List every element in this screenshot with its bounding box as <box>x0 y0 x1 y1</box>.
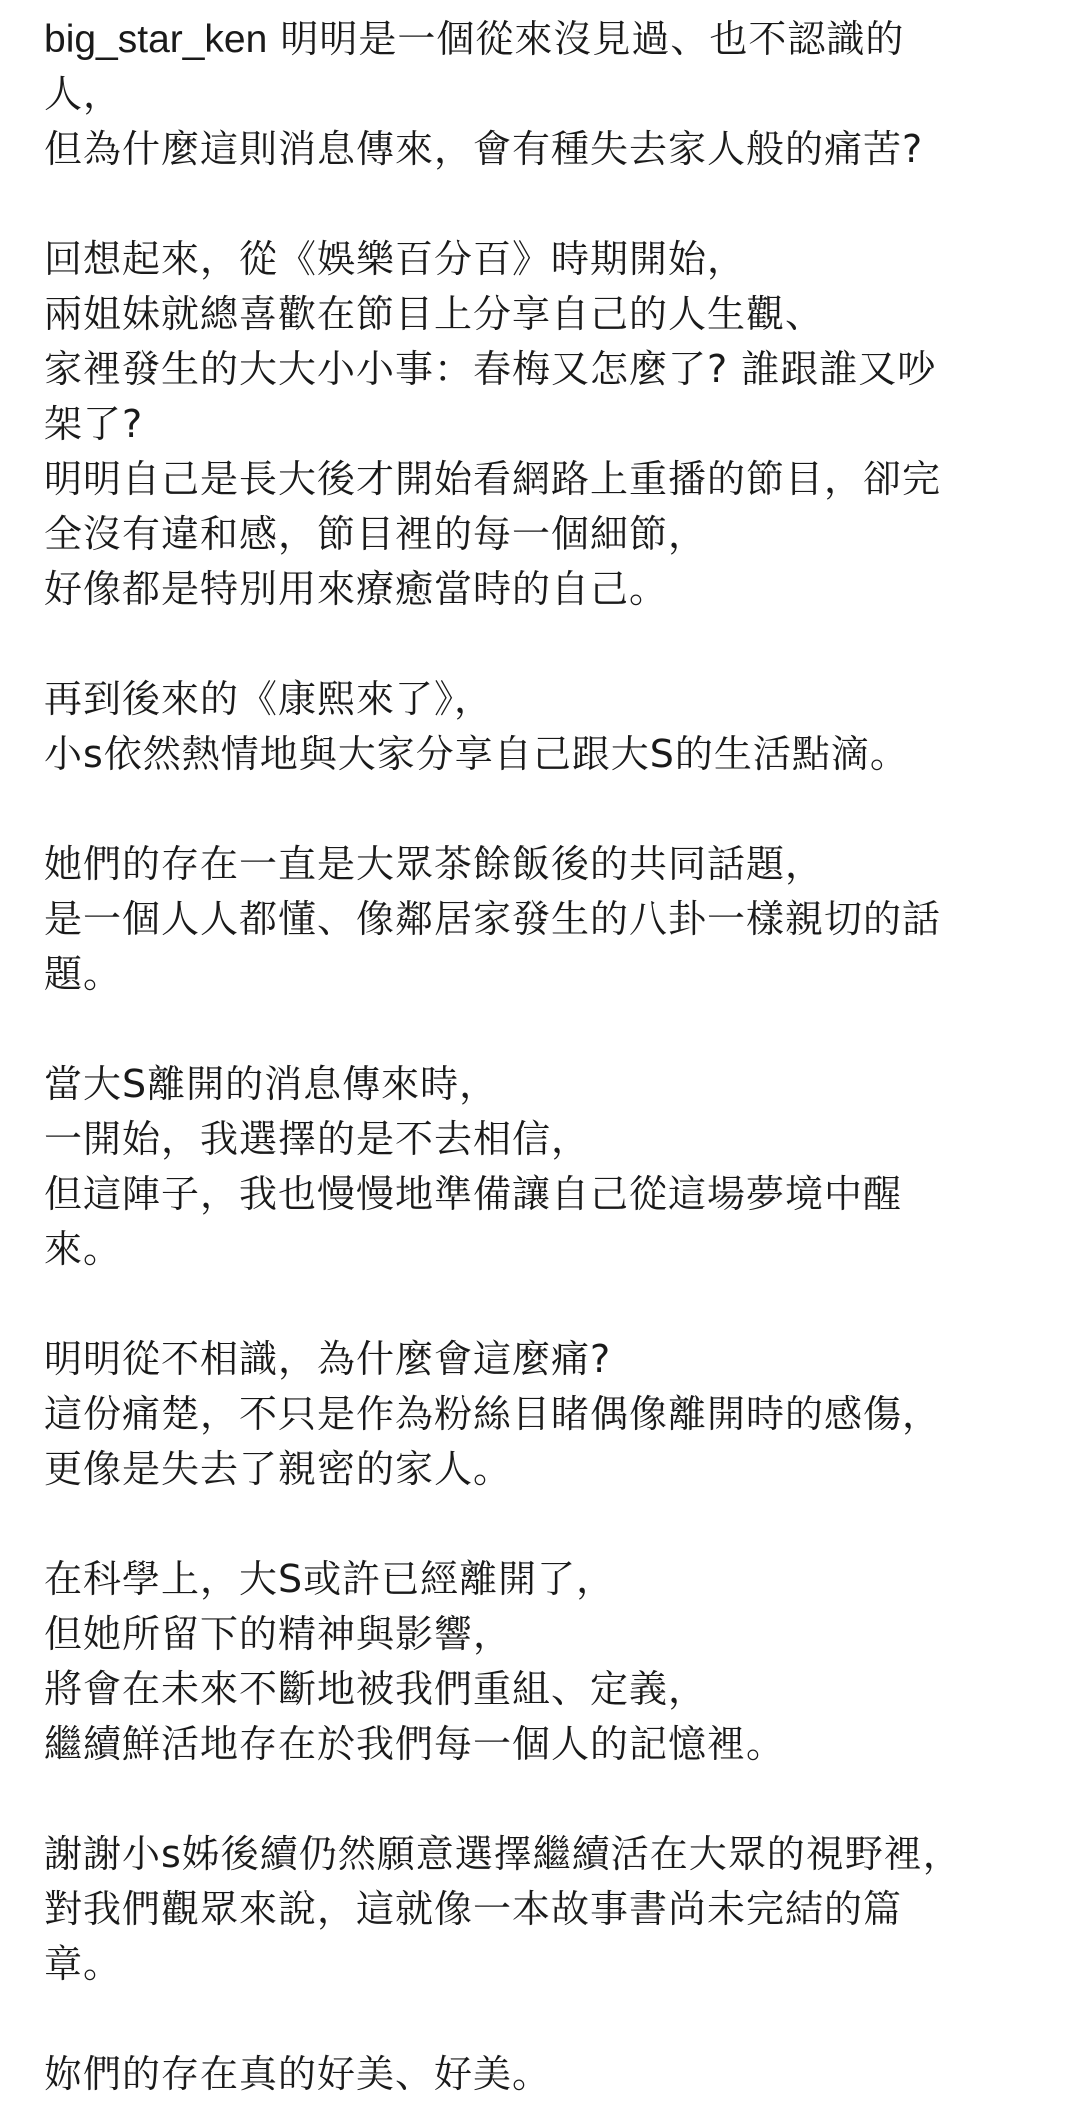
caption-line: 再到後來的《康熙來了》， <box>44 677 494 721</box>
caption-line: 人， <box>44 72 123 116</box>
caption-line: 將會在未來不斷地被我們重組、定義， <box>44 1667 708 1711</box>
caption-line: 對我們觀眾來說，這就像一本故事書尚未完結的篇 <box>44 1887 903 1931</box>
caption-line: 來。 <box>44 1227 123 1271</box>
caption-line: 全沒有違和感，節目裡的每一個細節， <box>44 512 708 556</box>
caption-paragraph-9 <box>44 2047 1064 2102</box>
caption-paragraph-1 <box>44 12 1064 177</box>
caption-line: 家裡發生的大大小小事：春梅又怎麼了? 誰跟誰又吵 <box>44 347 937 391</box>
caption-line: 兩姐妹就總喜歡在節目上分享自己的人生觀、 <box>44 292 825 336</box>
caption-line: 更像是失去了親密的家人。 <box>44 1447 513 1491</box>
post-caption <box>44 12 1064 2102</box>
caption-paragraph-2 <box>44 232 1064 617</box>
caption-line: 題。 <box>44 952 123 996</box>
caption-paragraph-3 <box>44 672 1064 782</box>
caption-line: 謝謝小s姊後續仍然願意選擇繼續活在大眾的視野裡， <box>44 1832 962 1876</box>
caption-line: 這份痛楚，不只是作為粉絲目睹偶像離開時的感傷， <box>44 1392 942 1436</box>
username-link[interactable]: big_star_ken <box>44 18 268 61</box>
caption-line-text: 明明是一個從來沒見過、也不認識的 <box>267 17 905 61</box>
caption-paragraph-5 <box>44 1057 1064 1277</box>
caption-line: 好像都是特別用來療癒當時的自己。 <box>44 567 669 611</box>
caption-line: 回想起來，從《娛樂百分百》時期開始， <box>44 237 747 281</box>
caption-paragraph-4 <box>44 837 1064 1002</box>
caption-line: 但她所留下的精神與影響， <box>44 1612 513 1656</box>
caption-line: 一開始，我選擇的是不去相信， <box>44 1117 591 1161</box>
caption-line: 章。 <box>44 1942 123 1986</box>
caption-line: 妳們的存在真的好美、好美。 <box>44 2052 552 2096</box>
caption-line: 在科學上，大S或許已經離開了， <box>44 1557 616 1601</box>
caption-paragraph-7 <box>44 1552 1064 1772</box>
caption-line: 小s依然熱情地與大家分享自己跟大S的生活點滴。 <box>44 732 909 776</box>
caption-line: 架了? <box>44 402 144 446</box>
caption-paragraph-8 <box>44 1827 1064 1992</box>
caption-paragraph-6 <box>44 1332 1064 1497</box>
caption-line: 是一個人人都懂、像鄰居家發生的八卦一樣親切的話 <box>44 897 942 941</box>
caption-line: 明明從不相識，為什麼會這麼痛? <box>44 1337 612 1381</box>
caption-line: 但這陣子，我也慢慢地準備讓自己從這場夢境中醒 <box>44 1172 903 1216</box>
caption-line <box>44 12 1064 67</box>
caption-line: 明明自己是長大後才開始看網路上重播的節目，卻完 <box>44 457 942 501</box>
caption-line: 她們的存在一直是大眾茶餘飯後的共同話題， <box>44 842 825 886</box>
caption-line: 但為什麼這則消息傳來，會有種失去家人般的痛苦? <box>44 127 924 171</box>
caption-line: 當大S離開的消息傳來時， <box>44 1062 499 1106</box>
caption-line: 繼續鮮活地存在於我們每一個人的記憶裡。 <box>44 1722 786 1766</box>
